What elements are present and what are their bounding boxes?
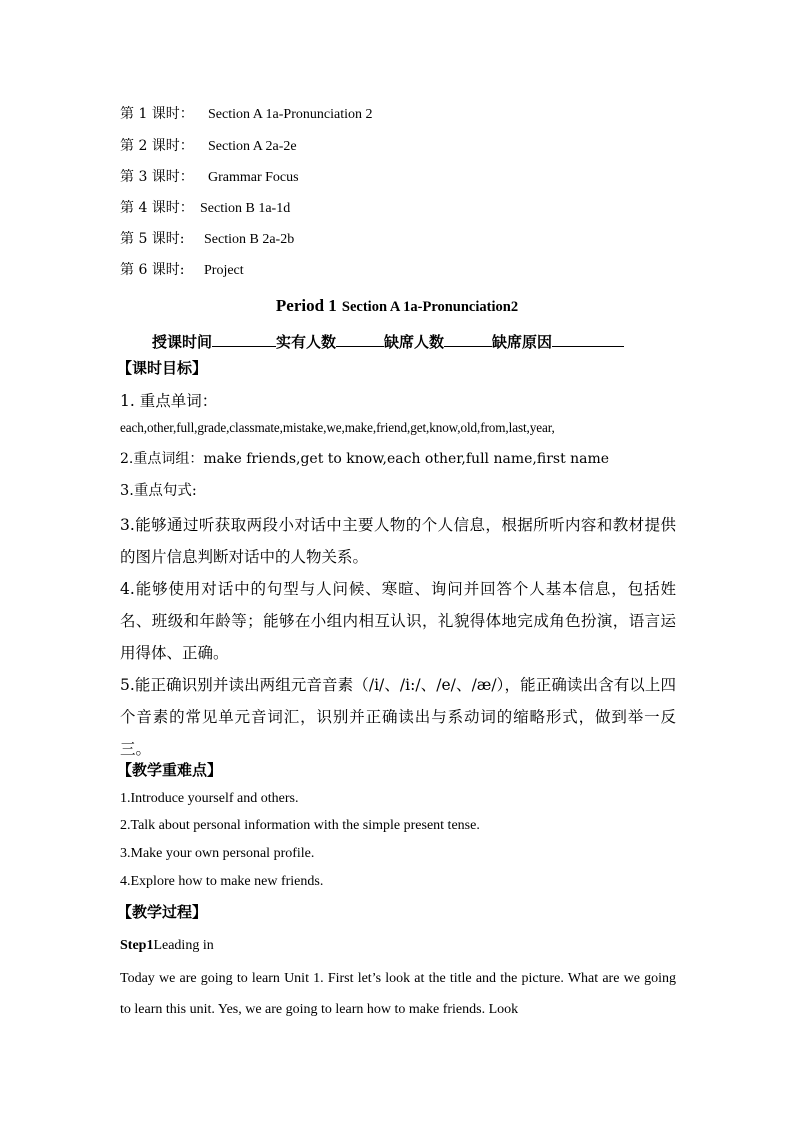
- schedule-label: 第 5 课时:: [120, 231, 185, 247]
- class-record-line: [152, 331, 624, 352]
- schedule-item-2: [120, 135, 297, 155]
- schedule-label: 第 4 课时：: [120, 200, 194, 216]
- schedule-item-3: [120, 166, 299, 186]
- schedule-value: Section A 2a-2e: [208, 139, 297, 154]
- schedule-label: 第 3 课时：: [120, 169, 194, 185]
- key-point-item: 4.Explore how to make new friends.: [120, 874, 324, 889]
- objectives-heading: 【课时目标】: [117, 359, 208, 377]
- teaching-time-label: 授课时间: [152, 333, 213, 351]
- process-paragraph: Today we are going to learn Unit 1. First let’s look at the title and the picture. What are we going to learn this unit. Yes, we are going to learn how to make friends. Look: [120, 971, 676, 1017]
- absent-count-label: 缺席人数: [384, 333, 445, 351]
- period-title-main: Period 1: [275, 296, 337, 315]
- schedule-label: 第 6 课时:: [120, 262, 185, 278]
- key-phrases: 2.重点词组：make friends,get to know,each other,full name,first name: [120, 451, 610, 467]
- period-title: [0, 296, 794, 316]
- key-points-heading: 【教学重难点】: [117, 761, 223, 779]
- schedule-item-4: [120, 197, 290, 217]
- absent-count-blank: [444, 332, 492, 347]
- period-title-sub: Section A 1a-Pronunciation2: [341, 299, 519, 315]
- schedule-item-6: [120, 259, 244, 279]
- objective-paragraph-4: 4.能够使用对话中的句型与人问候、寒暄、询问并回答个人基本信息，包括姓名、班级和年龄等；能够在小组内相互认识，礼貌得体地完成角色扮演，语言运用得体、正确。: [120, 580, 676, 662]
- teaching-time-blank: [212, 332, 276, 347]
- schedule-item-5: [120, 228, 294, 248]
- schedule-value: Grammar Focus: [208, 170, 299, 185]
- key-words-list: each,other,full,grade,classmate,mistake,we,make,friend,get,know,old,from,last,year,: [120, 420, 555, 435]
- schedule-item-1: [120, 103, 372, 123]
- objective-paragraph-5: 5.能正确识别并读出两组元音音素（/i/、/i:/、/e/、/æ/），能正确读出含有以上四个音素的常见单元音词汇，识别并正确读出与系动词的缩略形式，做到举一反三。: [120, 676, 676, 758]
- schedule-value: Project: [204, 263, 244, 278]
- schedule-value: Section B 1a-1d: [200, 201, 291, 216]
- schedule-value: Section A 1a-Pronunciation 2: [208, 107, 373, 122]
- schedule-value: Section B 2a-2b: [204, 232, 295, 247]
- present-count-label: 实有人数: [276, 333, 337, 351]
- schedule-label: 第 1 课时：: [120, 106, 194, 122]
- step-title: Leading in: [153, 938, 214, 953]
- present-count-blank: [336, 332, 384, 347]
- schedule-label: 第 2 课时：: [120, 138, 194, 154]
- absent-reason-blank: [552, 332, 624, 347]
- key-point-item: 2.Talk about personal information with the simple present tense.: [120, 818, 480, 833]
- key-sentences-label: 3.重点句式:: [120, 483, 197, 499]
- step-label: Step1: [120, 938, 154, 953]
- key-point-item: 3.Make your own personal profile.: [120, 846, 315, 861]
- key-point-item: 1.Introduce yourself and others.: [120, 791, 299, 806]
- absent-reason-label: 缺席原因: [492, 333, 553, 351]
- objective-paragraph-3: 3.能够通过听获取两段小对话中主要人物的个人信息，根据所听内容和教材提供的图片信息判断对话中的人物关系。: [120, 516, 676, 566]
- process-heading: 【教学过程】: [117, 903, 208, 921]
- step-heading: [120, 938, 214, 954]
- key-words-label: 1. 重点单词：: [120, 392, 218, 410]
